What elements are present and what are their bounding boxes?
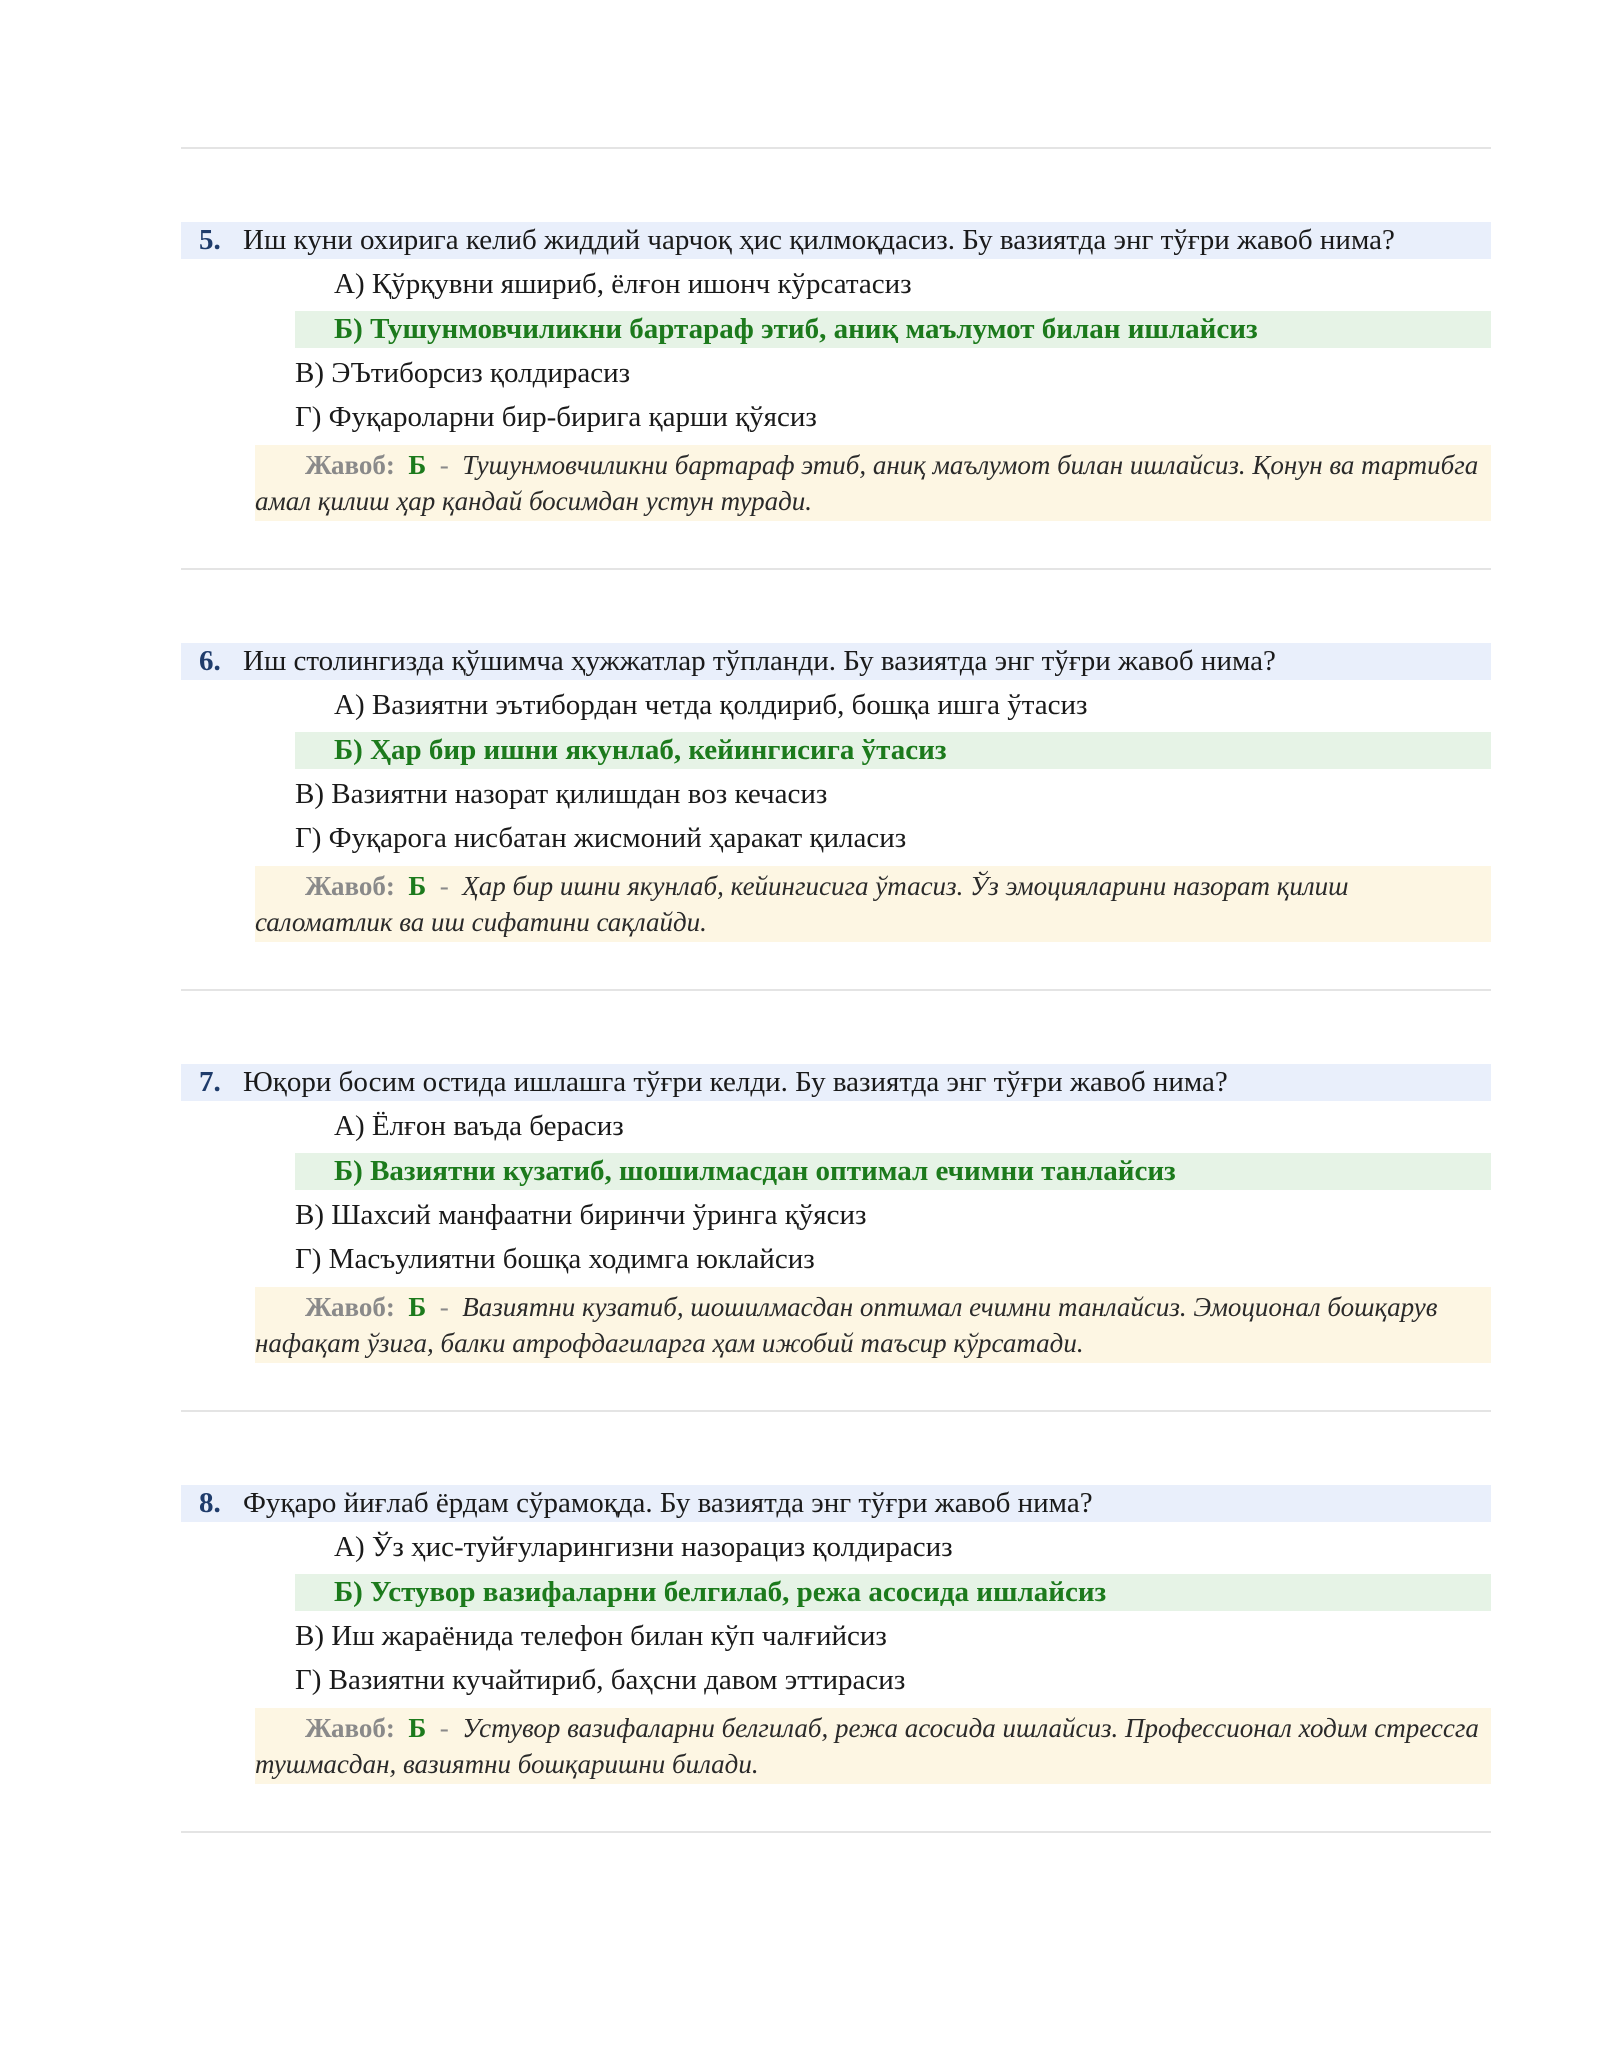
option-c: В) Вазиятни назорат қилишдан воз кечасиз xyxy=(295,778,828,810)
answer-label: Жавоб: xyxy=(305,450,395,480)
option-c: В) Шахсий манфаатни биринчи ўринга қўясиз xyxy=(295,1199,867,1231)
option-b-correct xyxy=(295,1574,1491,1611)
option-d: Г) Фуқароларни бир-бирига қарши қўясиз xyxy=(295,401,817,433)
question-header xyxy=(181,222,1491,259)
option-b-correct xyxy=(295,311,1491,348)
option-b-correct xyxy=(295,1153,1491,1190)
option-a: А) Қўрқувни яшириб, ёлғон ишонч кўрсатасиз xyxy=(334,268,912,300)
question-block xyxy=(181,991,1491,1411)
answer-paragraph xyxy=(255,866,1491,940)
answer-label: Жавоб: xyxy=(305,1713,395,1743)
question-number: 8. xyxy=(199,1487,221,1519)
answer-paragraph xyxy=(255,1287,1491,1361)
answer-explanation: Вазиятни кузатиб, шошилмасдан оптимал ечимни танлайсиз. Эмоционал бошқарув нафақат ўзига, балки атрофдагиларга ҳам ижобий таъсир кўрсатади. xyxy=(255,1292,1438,1358)
option-b-label: Б) Устувор вазифаларни белгилаб, режа асосида ишлайсиз xyxy=(334,1576,1107,1608)
answer-letter: Б xyxy=(408,1713,427,1743)
answer-box xyxy=(255,445,1491,521)
answer-explanation: Устувор вазифаларни белгилаб, режа асосида ишлайсиз. Профессионал ходим стрессга тушмасдан, вазиятни бошқаришни билади. xyxy=(255,1713,1479,1779)
answer-separator: - xyxy=(439,450,449,480)
answer-letter: Б xyxy=(408,871,427,901)
option-b-correct xyxy=(295,732,1491,769)
question-number: 6. xyxy=(199,645,221,677)
section-divider xyxy=(181,1831,1491,1833)
answer-separator: - xyxy=(439,1713,449,1743)
question-number: 5. xyxy=(199,224,221,256)
question-header xyxy=(181,643,1491,680)
option-b-label: Б) Ҳар бир ишни якунлаб, кейингисига ўтасиз xyxy=(334,734,947,766)
answer-explanation: Ҳар бир ишни якунлаб, кейингисига ўтасиз. Ўз эмоцияларини назорат қилиш саломатлик ва иш сифатини сақлайди. xyxy=(255,871,1349,937)
question-block xyxy=(181,1412,1491,1832)
answer-box xyxy=(255,866,1491,942)
question-text: Иш столингизда қўшимча ҳужжатлар тўпланди. Бу вазиятда энг тўғри жавоб нима? xyxy=(243,645,1276,677)
option-b-label: Б) Тушунмовчиликни бартараф этиб, аниқ маълумот билан ишлайсиз xyxy=(334,313,1258,345)
option-c: В) ЭЪтиборсиз қолдирасиз xyxy=(295,357,631,389)
answer-box xyxy=(255,1287,1491,1363)
answer-label: Жавоб: xyxy=(305,871,395,901)
answer-box xyxy=(255,1708,1491,1784)
option-a: А) Вазиятни эътибордан четда қолдириб, бошқа ишга ўтасиз xyxy=(334,689,1088,721)
option-c: В) Иш жараёнида телефон билан кўп чалғийсиз xyxy=(295,1620,887,1652)
question-header xyxy=(181,1485,1491,1522)
question-text: Юқори босим остида ишлашга тўғри келди. Бу вазиятда энг тўғри жавоб нима? xyxy=(243,1066,1228,1098)
question-header xyxy=(181,1064,1491,1101)
option-d: Г) Масъулиятни бошқа ходимга юклайсиз xyxy=(295,1243,815,1275)
option-a: А) Ёлғон ваъда берасиз xyxy=(334,1110,624,1142)
question-text: Иш куни охирига келиб жиддий чарчоқ ҳис қилмоқдасиз. Бу вазиятда энг тўғри жавоб нима? xyxy=(243,224,1395,256)
answer-separator: - xyxy=(439,871,449,901)
option-d: Г) Фуқарога нисбатан жисмоний ҳаракат қиласиз xyxy=(295,822,907,854)
answer-paragraph xyxy=(255,1708,1491,1782)
answer-paragraph xyxy=(255,445,1491,519)
answer-explanation: Тушунмовчиликни бартараф этиб, аниқ маълумот билан ишлайсиз. Қонун ва тартибга амал қилиш ҳар қандай босимдан устун туради. xyxy=(255,450,1479,516)
question-number: 7. xyxy=(199,1066,221,1098)
question-block xyxy=(181,149,1491,569)
answer-letter: Б xyxy=(408,450,427,480)
answer-separator: - xyxy=(439,1292,449,1322)
answer-label: Жавоб: xyxy=(305,1292,395,1322)
option-a: А) Ўз ҳис-туйғуларингизни назорациз қолдирасиз xyxy=(334,1531,953,1563)
question-block xyxy=(181,570,1491,990)
question-text: Фуқаро йиғлаб ёрдам сўрамоқда. Бу вазиятда энг тўғри жавоб нима? xyxy=(243,1487,1093,1519)
answer-letter: Б xyxy=(408,1292,427,1322)
option-d: Г) Вазиятни кучайтириб, баҳсни давом эттирасиз xyxy=(295,1664,906,1696)
option-b-label: Б) Вазиятни кузатиб, шошилмасдан оптимал ечимни танлайсиз xyxy=(334,1155,1176,1187)
